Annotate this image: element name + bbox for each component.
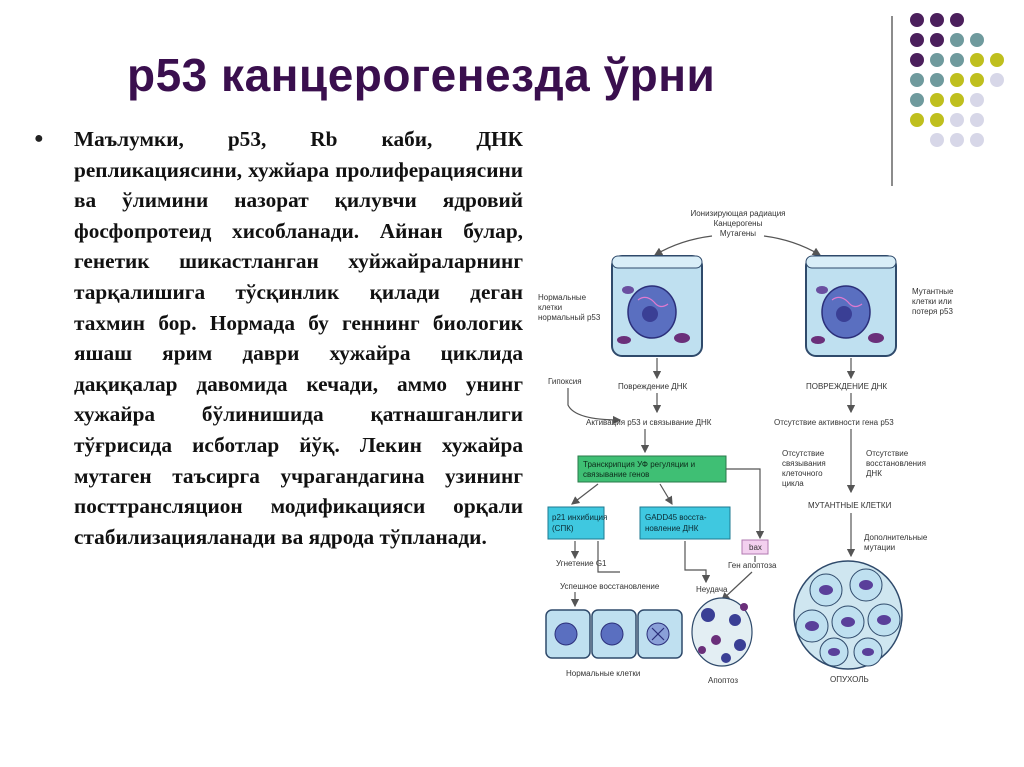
transcription-line1: Транскрипция УФ регуляции и xyxy=(583,460,696,469)
absence-repair-3: ДНК xyxy=(866,469,882,478)
hypoxia-label: Гипоксия xyxy=(548,377,582,386)
absence-activity-label: Отсутствие активности гена р53 xyxy=(774,418,894,427)
top-label-line3: Мутагены xyxy=(719,229,757,238)
right-cell-label-1: Мутантные xyxy=(912,287,954,296)
p21-box xyxy=(548,507,604,539)
bullet-icon: ● xyxy=(34,130,44,147)
left-cell-label-1: Нормальные xyxy=(538,293,587,302)
additional-mutations-1: Дополнительные xyxy=(864,533,928,542)
decorative-divider xyxy=(891,16,893,186)
tumor-label: ОПУХОЛЬ xyxy=(830,675,869,684)
mutant-cell-icon xyxy=(806,256,896,356)
right-cell-label-3: потеря р53 xyxy=(912,307,953,316)
absence-binding-2: связывания xyxy=(782,459,826,468)
normal-cells-icon xyxy=(546,610,682,658)
additional-mutations-2: мутации xyxy=(864,543,896,552)
gadd45-box xyxy=(640,507,730,539)
apoptosis-label: Апоптоз xyxy=(708,676,739,685)
absence-binding-3: клеточного xyxy=(782,469,823,478)
activation-label: Активация р53 и связывание ДНК xyxy=(586,418,712,427)
p53-pathway-diagram xyxy=(534,200,974,690)
slide-title: р53 канцерогенезда ўрни xyxy=(127,49,716,101)
apoptosis-gene-label: Ген апоптоза xyxy=(728,561,777,570)
failure-label: Неудача xyxy=(696,585,728,594)
bullet-paragraph: Маълумки, р53, Rb каби, ДНК репликациясини, хужйара пролиферациясини ва ўлимини назорат қилувчи ядровий фосфопротеид хисобланади. Айнан булар, генетик шикастланган хуйжайраларнинг тарқалишига тўсқинлик қилади деган тахмин бор. Нормада бу геннинг биологик яшаш ярим даври хужайра циклида дақиқалар давомида кечади, аммо унинг хужайра бўлинишида қатнашганлиги тўғрисида исботлар йўқ. Лекин хужайра мутаген таъсирга учрагандагина узининг посттрансляцион модификацияси орқали стабилизацияланади ва ядрода тўпланади. xyxy=(74,127,523,549)
tumor-icon xyxy=(794,561,902,669)
mutant-cells-label: МУТАНТНЫЕ КЛЕТКИ xyxy=(808,501,892,510)
top-label-line2: Канцерогены xyxy=(713,219,763,228)
bax-label: bax xyxy=(749,543,762,552)
p21-line1: р21 инхибиция xyxy=(552,513,608,522)
absence-binding-4: цикла xyxy=(782,479,804,488)
absence-binding-1: Отсутствие xyxy=(782,449,825,458)
normal-cells-label: Нормальные клетки xyxy=(566,669,641,678)
normal-cell-icon xyxy=(612,256,702,356)
right-cell-label-2: клетки или xyxy=(912,297,952,306)
gadd45-line1: GADD45 восста- xyxy=(645,513,707,522)
dna-damage-left-label: Повреждение ДНК xyxy=(618,382,688,391)
transcription-line2: связывание генов xyxy=(583,470,650,479)
gadd45-line2: новление ДНК xyxy=(645,524,699,533)
left-cell-label-2: клетки xyxy=(538,303,563,312)
g1-arrest-label: Угнетение G1 xyxy=(556,559,607,568)
dna-damage-right-label: ПОВРЕЖДЕНИЕ ДНК xyxy=(806,382,888,391)
success-repair-label: Успешное восстановление xyxy=(560,582,660,591)
p21-line2: (СПК) xyxy=(552,524,574,533)
absence-repair-2: восстановления xyxy=(866,459,926,468)
apoptosis-icon xyxy=(692,598,752,666)
left-cell-label-3: нормальный р53 xyxy=(538,313,601,322)
top-label-line1: Ионизирующая радиация xyxy=(690,209,786,218)
absence-repair-1: Отсутствие xyxy=(866,449,909,458)
